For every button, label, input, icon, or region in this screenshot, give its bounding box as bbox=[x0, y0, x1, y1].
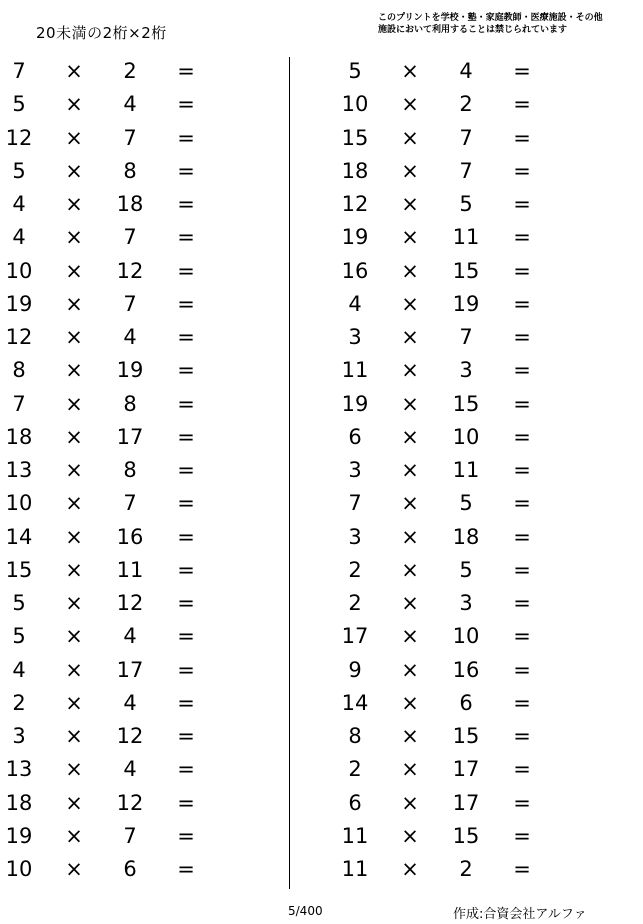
times-sign: × bbox=[401, 358, 419, 383]
second-operand: 6 bbox=[459, 690, 473, 715]
times-sign: × bbox=[401, 557, 419, 582]
second-operand: 17 bbox=[116, 657, 144, 682]
equals-sign: = bbox=[177, 258, 195, 283]
equals-sign: = bbox=[513, 524, 531, 549]
first-operand: 10 bbox=[341, 92, 369, 117]
second-operand: 19 bbox=[116, 358, 144, 383]
times-sign: × bbox=[65, 857, 83, 881]
second-operand: 4 bbox=[123, 624, 137, 649]
problem-row bbox=[336, 257, 576, 290]
second-operand: 5 bbox=[459, 192, 473, 216]
times-sign: × bbox=[401, 225, 419, 250]
second-operand: 19 bbox=[452, 291, 480, 316]
second-operand: 7 bbox=[459, 158, 473, 183]
times-sign: × bbox=[401, 125, 419, 150]
second-operand: 5 bbox=[459, 557, 473, 582]
times-sign: × bbox=[401, 724, 419, 748]
first-operand: 4 bbox=[12, 657, 26, 682]
first-operand: 14 bbox=[5, 524, 33, 549]
equals-sign: = bbox=[177, 690, 195, 715]
first-operand: 6 bbox=[348, 790, 362, 815]
times-sign: × bbox=[65, 291, 83, 316]
equals-sign: = bbox=[177, 225, 195, 250]
equals-sign: = bbox=[513, 325, 531, 349]
second-operand: 17 bbox=[116, 424, 144, 449]
problem-row bbox=[0, 423, 240, 456]
problem-row bbox=[336, 523, 576, 556]
problem-row bbox=[336, 456, 576, 489]
second-operand: 12 bbox=[116, 724, 144, 748]
equals-sign: = bbox=[513, 424, 531, 449]
first-operand: 11 bbox=[341, 823, 369, 848]
times-sign: × bbox=[65, 192, 83, 216]
second-operand: 12 bbox=[116, 591, 144, 615]
problem-row bbox=[0, 489, 240, 522]
second-operand: 8 bbox=[123, 391, 137, 416]
times-sign: × bbox=[65, 92, 83, 117]
column-divider bbox=[289, 57, 290, 889]
problem-row bbox=[0, 556, 240, 589]
equals-sign: = bbox=[513, 258, 531, 283]
problem-row bbox=[0, 456, 240, 489]
equals-sign: = bbox=[177, 424, 195, 449]
problem-row bbox=[0, 257, 240, 290]
first-operand: 11 bbox=[341, 857, 369, 881]
first-operand: 13 bbox=[5, 458, 33, 482]
first-operand: 2 bbox=[12, 690, 26, 715]
problem-row bbox=[336, 356, 576, 389]
second-operand: 2 bbox=[459, 857, 473, 881]
second-operand: 4 bbox=[123, 757, 137, 782]
problem-row bbox=[0, 789, 240, 822]
equals-sign: = bbox=[513, 491, 531, 516]
problem-row bbox=[336, 390, 576, 423]
times-sign: × bbox=[65, 125, 83, 150]
equals-sign: = bbox=[513, 591, 531, 615]
second-operand: 16 bbox=[452, 657, 480, 682]
equals-sign: = bbox=[513, 857, 531, 881]
problem-row bbox=[336, 90, 576, 123]
first-operand: 19 bbox=[5, 291, 33, 316]
second-operand: 3 bbox=[459, 358, 473, 383]
times-sign: × bbox=[65, 325, 83, 349]
second-operand: 2 bbox=[123, 59, 137, 83]
problem-row bbox=[0, 755, 240, 788]
second-operand: 2 bbox=[459, 92, 473, 117]
second-operand: 11 bbox=[116, 557, 144, 582]
problem-row bbox=[0, 157, 240, 190]
times-sign: × bbox=[401, 790, 419, 815]
problem-row bbox=[0, 190, 240, 223]
second-operand: 17 bbox=[452, 790, 480, 815]
equals-sign: = bbox=[177, 325, 195, 349]
problem-row bbox=[0, 722, 240, 755]
first-operand: 15 bbox=[5, 557, 33, 582]
times-sign: × bbox=[65, 690, 83, 715]
second-operand: 8 bbox=[123, 458, 137, 482]
problem-row bbox=[336, 656, 576, 689]
first-operand: 18 bbox=[341, 158, 369, 183]
equals-sign: = bbox=[513, 92, 531, 117]
equals-sign: = bbox=[513, 624, 531, 649]
equals-sign: = bbox=[177, 192, 195, 216]
equals-sign: = bbox=[513, 125, 531, 150]
first-operand: 4 bbox=[12, 225, 26, 250]
problem-row bbox=[336, 290, 576, 323]
times-sign: × bbox=[65, 491, 83, 516]
times-sign: × bbox=[65, 823, 83, 848]
times-sign: × bbox=[65, 724, 83, 748]
times-sign: × bbox=[401, 391, 419, 416]
first-operand: 5 bbox=[12, 158, 26, 183]
times-sign: × bbox=[401, 92, 419, 117]
first-operand: 19 bbox=[341, 225, 369, 250]
second-operand: 4 bbox=[123, 690, 137, 715]
first-operand: 12 bbox=[5, 125, 33, 150]
equals-sign: = bbox=[513, 358, 531, 383]
second-operand: 15 bbox=[452, 391, 480, 416]
second-operand: 7 bbox=[123, 491, 137, 516]
problem-row bbox=[336, 722, 576, 755]
equals-sign: = bbox=[177, 724, 195, 748]
times-sign: × bbox=[401, 857, 419, 881]
first-operand: 3 bbox=[12, 724, 26, 748]
equals-sign: = bbox=[513, 225, 531, 250]
second-operand: 3 bbox=[459, 591, 473, 615]
times-sign: × bbox=[401, 325, 419, 349]
times-sign: × bbox=[401, 657, 419, 682]
equals-sign: = bbox=[513, 192, 531, 216]
second-operand: 8 bbox=[123, 158, 137, 183]
first-operand: 17 bbox=[341, 624, 369, 649]
worksheet-title: 20未満の2桁×2桁 bbox=[36, 24, 167, 42]
first-operand: 13 bbox=[5, 757, 33, 782]
equals-sign: = bbox=[177, 358, 195, 383]
author-credit: 作成:合資会社アルファ bbox=[453, 907, 587, 922]
second-operand: 15 bbox=[452, 724, 480, 748]
equals-sign: = bbox=[177, 524, 195, 549]
equals-sign: = bbox=[513, 59, 531, 83]
problem-row bbox=[336, 689, 576, 722]
second-operand: 10 bbox=[452, 624, 480, 649]
equals-sign: = bbox=[177, 823, 195, 848]
left-problem-column bbox=[0, 57, 240, 888]
problem-row bbox=[0, 656, 240, 689]
first-operand: 18 bbox=[5, 790, 33, 815]
first-operand: 3 bbox=[348, 325, 362, 349]
first-operand: 12 bbox=[341, 192, 369, 216]
first-operand: 6 bbox=[348, 424, 362, 449]
times-sign: × bbox=[65, 424, 83, 449]
first-operand: 9 bbox=[348, 657, 362, 682]
problem-row bbox=[0, 390, 240, 423]
first-operand: 7 bbox=[348, 491, 362, 516]
times-sign: × bbox=[401, 192, 419, 216]
times-sign: × bbox=[401, 591, 419, 615]
problem-row bbox=[336, 190, 576, 223]
second-operand: 6 bbox=[123, 857, 137, 881]
equals-sign: = bbox=[513, 557, 531, 582]
first-operand: 2 bbox=[348, 591, 362, 615]
second-operand: 5 bbox=[459, 491, 473, 516]
times-sign: × bbox=[401, 424, 419, 449]
times-sign: × bbox=[65, 624, 83, 649]
first-operand: 2 bbox=[348, 557, 362, 582]
problem-row bbox=[0, 323, 240, 356]
equals-sign: = bbox=[513, 823, 531, 848]
times-sign: × bbox=[401, 491, 419, 516]
second-operand: 4 bbox=[123, 92, 137, 117]
times-sign: × bbox=[401, 458, 419, 482]
equals-sign: = bbox=[177, 591, 195, 615]
second-operand: 18 bbox=[116, 192, 144, 216]
first-operand: 19 bbox=[341, 391, 369, 416]
equals-sign: = bbox=[513, 158, 531, 183]
second-operand: 7 bbox=[123, 823, 137, 848]
times-sign: × bbox=[65, 225, 83, 250]
first-operand: 3 bbox=[348, 524, 362, 549]
first-operand: 2 bbox=[348, 757, 362, 782]
times-sign: × bbox=[65, 591, 83, 615]
equals-sign: = bbox=[513, 724, 531, 748]
second-operand: 11 bbox=[452, 225, 480, 250]
times-sign: × bbox=[65, 757, 83, 782]
first-operand: 8 bbox=[12, 358, 26, 383]
equals-sign: = bbox=[513, 291, 531, 316]
problem-row bbox=[336, 789, 576, 822]
second-operand: 12 bbox=[116, 258, 144, 283]
usage-notice-line: このプリントを学校・塾・家庭教師・医療施設・その他 bbox=[378, 13, 603, 23]
first-operand: 18 bbox=[5, 424, 33, 449]
problem-row bbox=[0, 57, 240, 90]
equals-sign: = bbox=[513, 391, 531, 416]
problem-row bbox=[0, 90, 240, 123]
times-sign: × bbox=[65, 458, 83, 482]
equals-sign: = bbox=[177, 391, 195, 416]
problem-row bbox=[0, 356, 240, 389]
problem-row bbox=[0, 689, 240, 722]
problem-row bbox=[336, 822, 576, 855]
second-operand: 17 bbox=[452, 757, 480, 782]
second-operand: 7 bbox=[459, 125, 473, 150]
times-sign: × bbox=[65, 524, 83, 549]
equals-sign: = bbox=[177, 291, 195, 316]
second-operand: 7 bbox=[123, 125, 137, 150]
first-operand: 10 bbox=[5, 857, 33, 881]
problem-row bbox=[336, 323, 576, 356]
equals-sign: = bbox=[177, 857, 195, 881]
second-operand: 7 bbox=[459, 325, 473, 349]
problem-row bbox=[336, 223, 576, 256]
usage-notice-line: 施設において利用することは禁じられています bbox=[378, 25, 568, 35]
times-sign: × bbox=[401, 158, 419, 183]
first-operand: 19 bbox=[5, 823, 33, 848]
first-operand: 10 bbox=[5, 491, 33, 516]
problem-row bbox=[336, 755, 576, 788]
times-sign: × bbox=[401, 624, 419, 649]
second-operand: 4 bbox=[459, 59, 473, 83]
problem-row bbox=[336, 57, 576, 90]
equals-sign: = bbox=[177, 158, 195, 183]
problem-row bbox=[0, 223, 240, 256]
first-operand: 4 bbox=[348, 291, 362, 316]
times-sign: × bbox=[65, 790, 83, 815]
times-sign: × bbox=[401, 524, 419, 549]
times-sign: × bbox=[65, 657, 83, 682]
equals-sign: = bbox=[177, 59, 195, 83]
equals-sign: = bbox=[177, 657, 195, 682]
first-operand: 12 bbox=[5, 325, 33, 349]
equals-sign: = bbox=[177, 624, 195, 649]
equals-sign: = bbox=[177, 125, 195, 150]
first-operand: 7 bbox=[12, 391, 26, 416]
times-sign: × bbox=[401, 823, 419, 848]
first-operand: 8 bbox=[348, 724, 362, 748]
first-operand: 5 bbox=[348, 59, 362, 83]
second-operand: 4 bbox=[123, 325, 137, 349]
first-operand: 10 bbox=[5, 258, 33, 283]
equals-sign: = bbox=[177, 557, 195, 582]
problem-row bbox=[0, 855, 240, 888]
equals-sign: = bbox=[513, 657, 531, 682]
times-sign: × bbox=[65, 358, 83, 383]
second-operand: 11 bbox=[452, 458, 480, 482]
second-operand: 18 bbox=[452, 524, 480, 549]
equals-sign: = bbox=[513, 757, 531, 782]
first-operand: 5 bbox=[12, 624, 26, 649]
second-operand: 10 bbox=[452, 424, 480, 449]
equals-sign: = bbox=[177, 458, 195, 482]
problem-row bbox=[0, 589, 240, 622]
times-sign: × bbox=[401, 59, 419, 83]
times-sign: × bbox=[401, 258, 419, 283]
problem-row bbox=[336, 489, 576, 522]
right-problem-column bbox=[336, 57, 576, 888]
first-operand: 11 bbox=[341, 358, 369, 383]
second-operand: 12 bbox=[116, 790, 144, 815]
problem-row bbox=[336, 124, 576, 157]
equals-sign: = bbox=[513, 458, 531, 482]
problem-row bbox=[336, 423, 576, 456]
problem-row bbox=[0, 124, 240, 157]
problem-row bbox=[336, 855, 576, 888]
first-operand: 3 bbox=[348, 458, 362, 482]
times-sign: × bbox=[401, 291, 419, 316]
times-sign: × bbox=[65, 59, 83, 83]
page-number: 5/400 bbox=[288, 904, 323, 918]
first-operand: 16 bbox=[341, 258, 369, 283]
equals-sign: = bbox=[177, 757, 195, 782]
second-operand: 16 bbox=[116, 524, 144, 549]
problem-row bbox=[336, 157, 576, 190]
second-operand: 7 bbox=[123, 225, 137, 250]
problem-row bbox=[0, 822, 240, 855]
times-sign: × bbox=[65, 258, 83, 283]
usage-notice bbox=[378, 12, 638, 36]
problem-row bbox=[336, 556, 576, 589]
problem-row bbox=[0, 523, 240, 556]
first-operand: 14 bbox=[341, 690, 369, 715]
second-operand: 7 bbox=[123, 291, 137, 316]
times-sign: × bbox=[65, 391, 83, 416]
problem-row bbox=[336, 589, 576, 622]
equals-sign: = bbox=[177, 790, 195, 815]
first-operand: 4 bbox=[12, 192, 26, 216]
first-operand: 7 bbox=[12, 59, 26, 83]
equals-sign: = bbox=[177, 92, 195, 117]
equals-sign: = bbox=[513, 790, 531, 815]
first-operand: 5 bbox=[12, 92, 26, 117]
problem-row bbox=[0, 622, 240, 655]
equals-sign: = bbox=[177, 491, 195, 516]
times-sign: × bbox=[401, 757, 419, 782]
times-sign: × bbox=[401, 690, 419, 715]
times-sign: × bbox=[65, 557, 83, 582]
problem-row bbox=[336, 622, 576, 655]
second-operand: 15 bbox=[452, 258, 480, 283]
second-operand: 15 bbox=[452, 823, 480, 848]
equals-sign: = bbox=[513, 690, 531, 715]
first-operand: 15 bbox=[341, 125, 369, 150]
problem-row bbox=[0, 290, 240, 323]
times-sign: × bbox=[65, 158, 83, 183]
first-operand: 5 bbox=[12, 591, 26, 615]
